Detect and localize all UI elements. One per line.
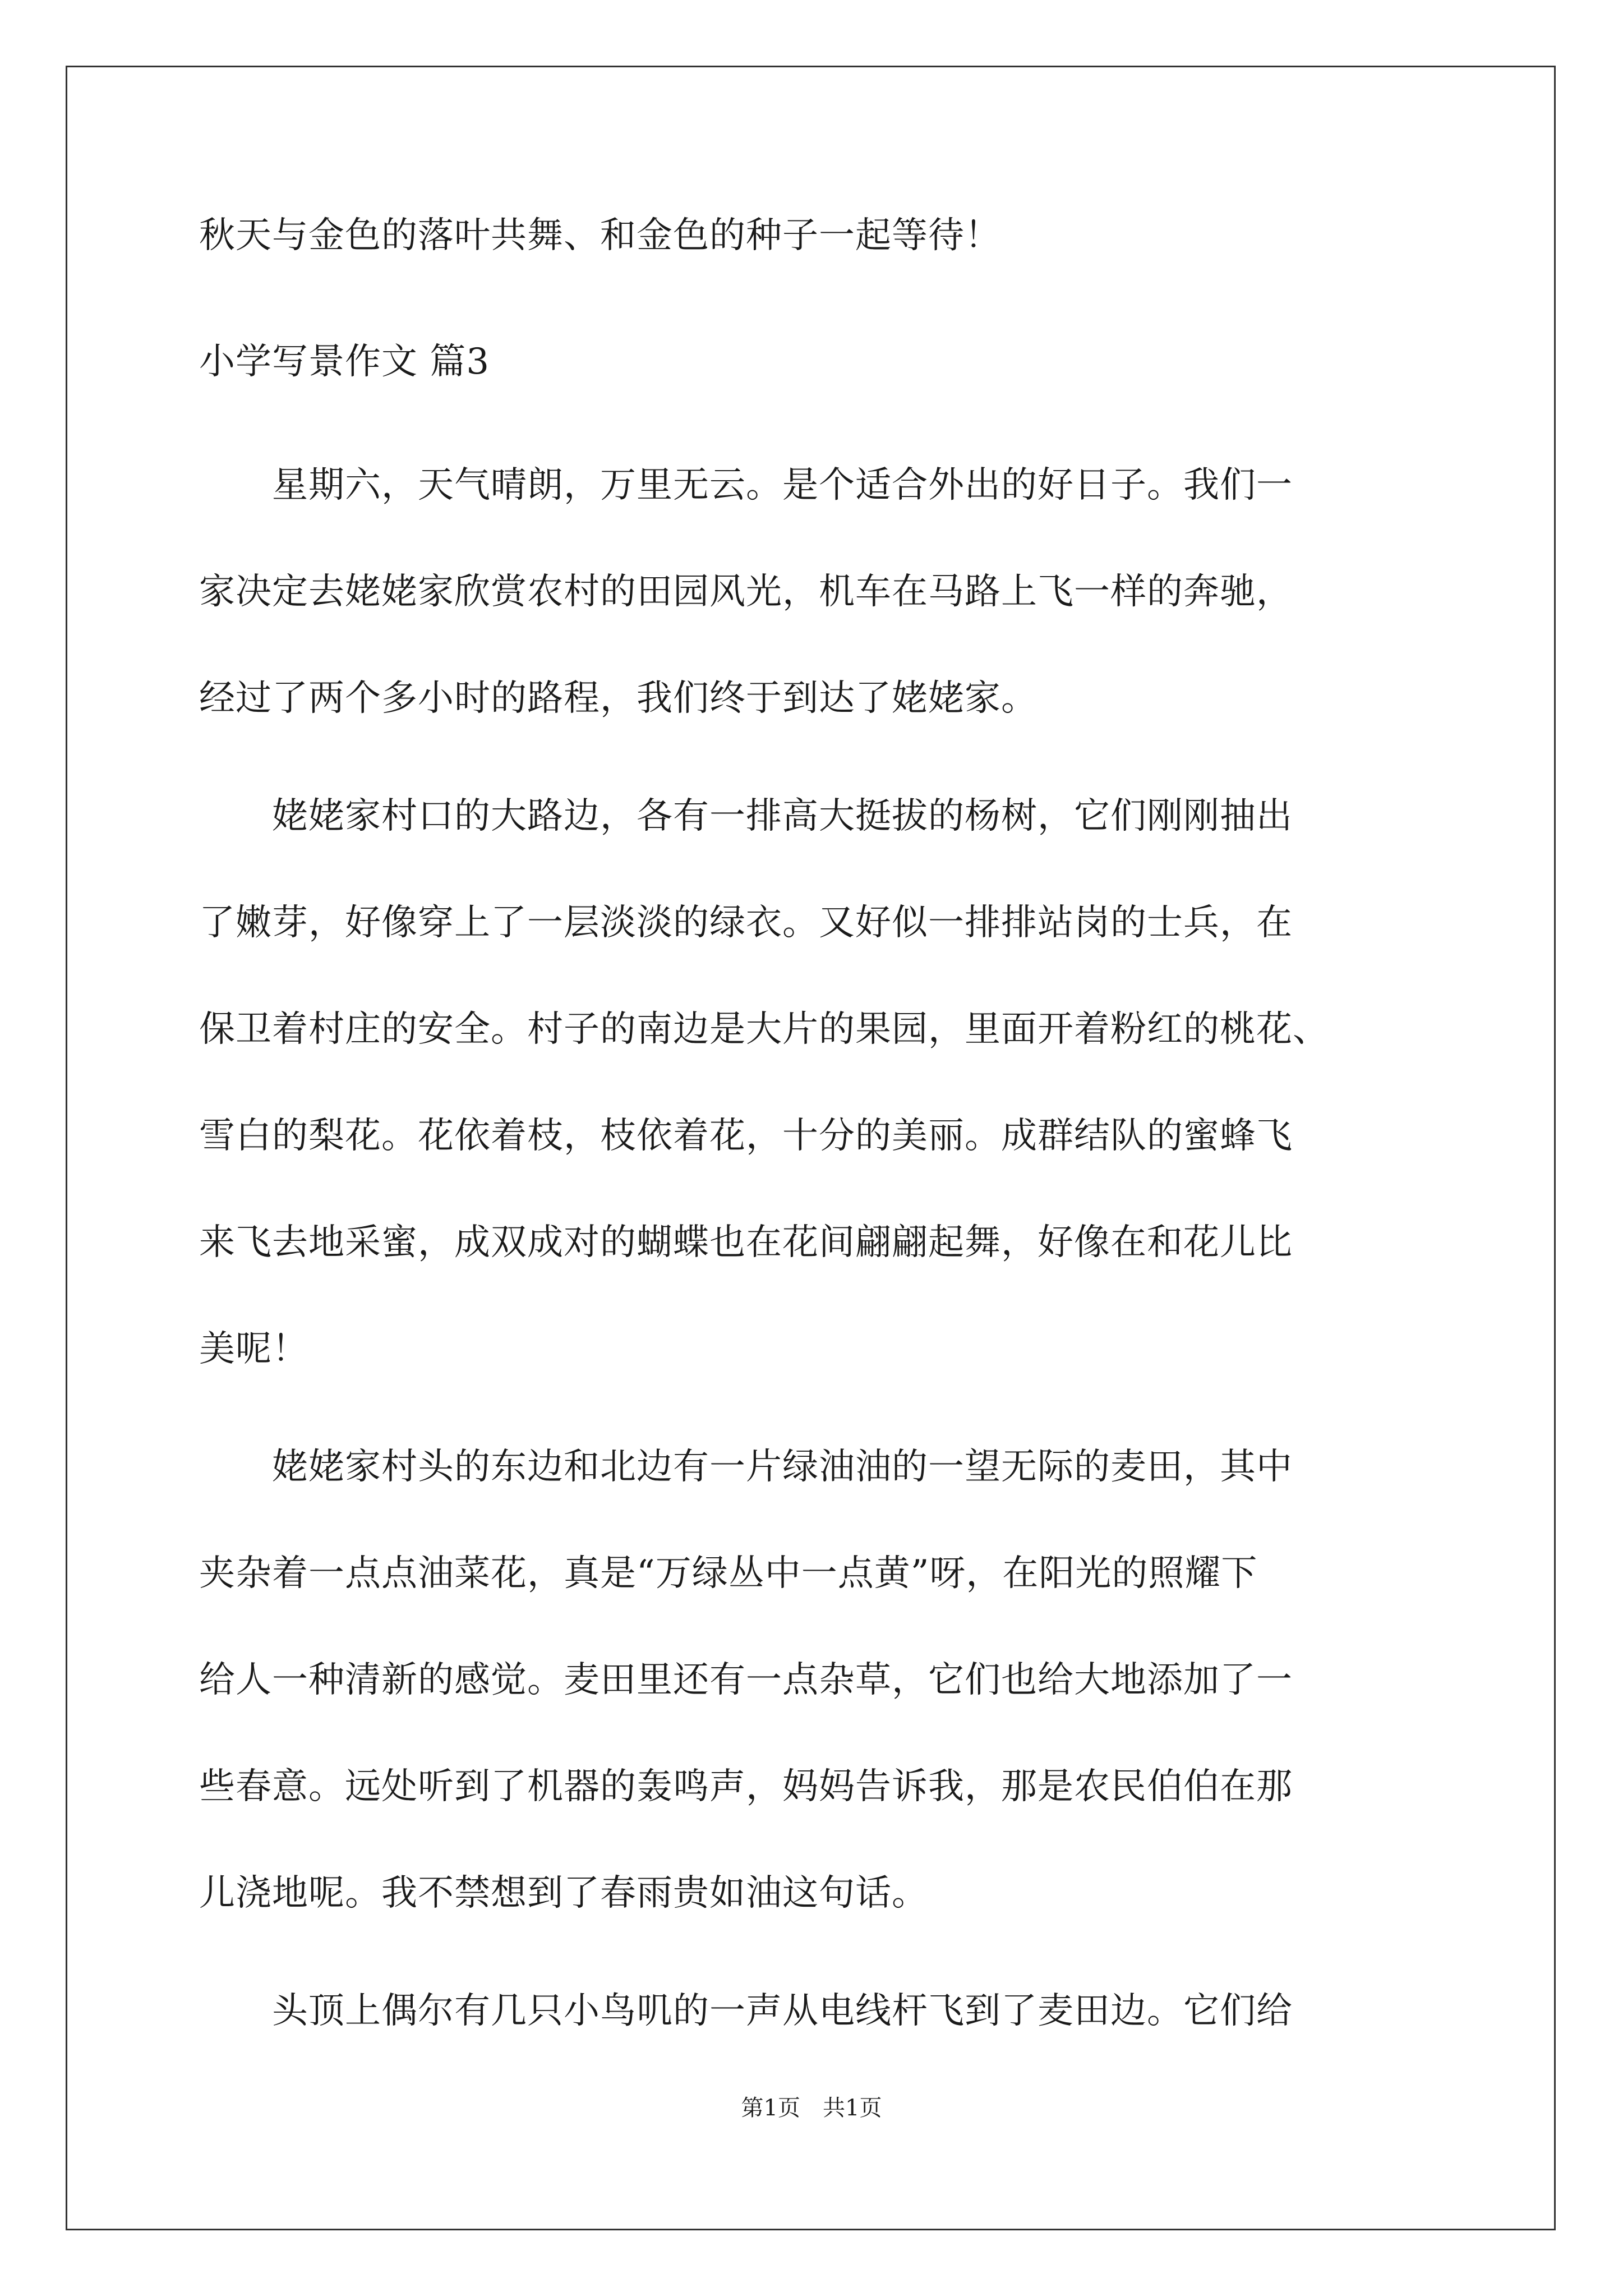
- text-line: 些春意。远处听到了机器的轰鸣声，妈妈告诉我，那是农民伯伯在那: [199, 1766, 1293, 1807]
- text-line: 秋天与金色的落叶共舞、和金色的种子一起等待！: [199, 215, 1001, 256]
- text-line: 保卫着村庄的安全。村子的南边是大片的果园，里面开着粉红的桃花、: [199, 1009, 1329, 1050]
- page-footer: 第1页 共1页: [741, 2095, 882, 2121]
- text-line: 头顶上偶尔有几只小鸟叽的一声从电线杆飞到了麦田边。它们给: [199, 1990, 1293, 2032]
- text-line: 星期六，天气晴朗，万里无云。是个适合外出的好日子。我们一: [199, 464, 1293, 506]
- text-line: 给人一种清新的感觉。麦田里还有一点杂草，它们也给大地添加了一: [199, 1659, 1293, 1701]
- text-line: 来飞去地采蜜，成双成对的蝴蝶也在花间翩翩起舞，好像在和花儿比: [199, 1222, 1293, 1263]
- text-line: 姥姥家村口的大路边，各有一排高大挺拔的杨树，它们刚刚抽出: [199, 795, 1293, 837]
- section-heading: 小学写景作文 篇3: [199, 341, 490, 383]
- text-line: 雪白的梨花。花依着枝，枝依着花，十分的美丽。成群结队的蜜蜂飞: [199, 1115, 1293, 1157]
- text-line: 家决定去姥姥家欣赏农村的田园风光，机车在马路上飞一样的奔驰，: [199, 571, 1293, 613]
- text-line: 经过了两个多小时的路程，我们终于到达了姥姥家。: [199, 678, 1038, 719]
- text-line: 姥姥家村头的东边和北边有一片绿油油的一望无际的麦田，其中: [199, 1446, 1293, 1488]
- text-line: 儿浇地呢。我不禁想到了春雨贵如油这句话。: [199, 1872, 928, 1914]
- text-line: 了嫩芽，好像穿上了一层淡淡的绿衣。又好似一排排站岗的士兵，在: [199, 902, 1293, 944]
- text-line: 美呢！: [199, 1328, 308, 1370]
- text-line: 夹杂着一点点油菜花，真是“万绿丛中一点黄”呀，在阳光的照耀下: [199, 1553, 1258, 1594]
